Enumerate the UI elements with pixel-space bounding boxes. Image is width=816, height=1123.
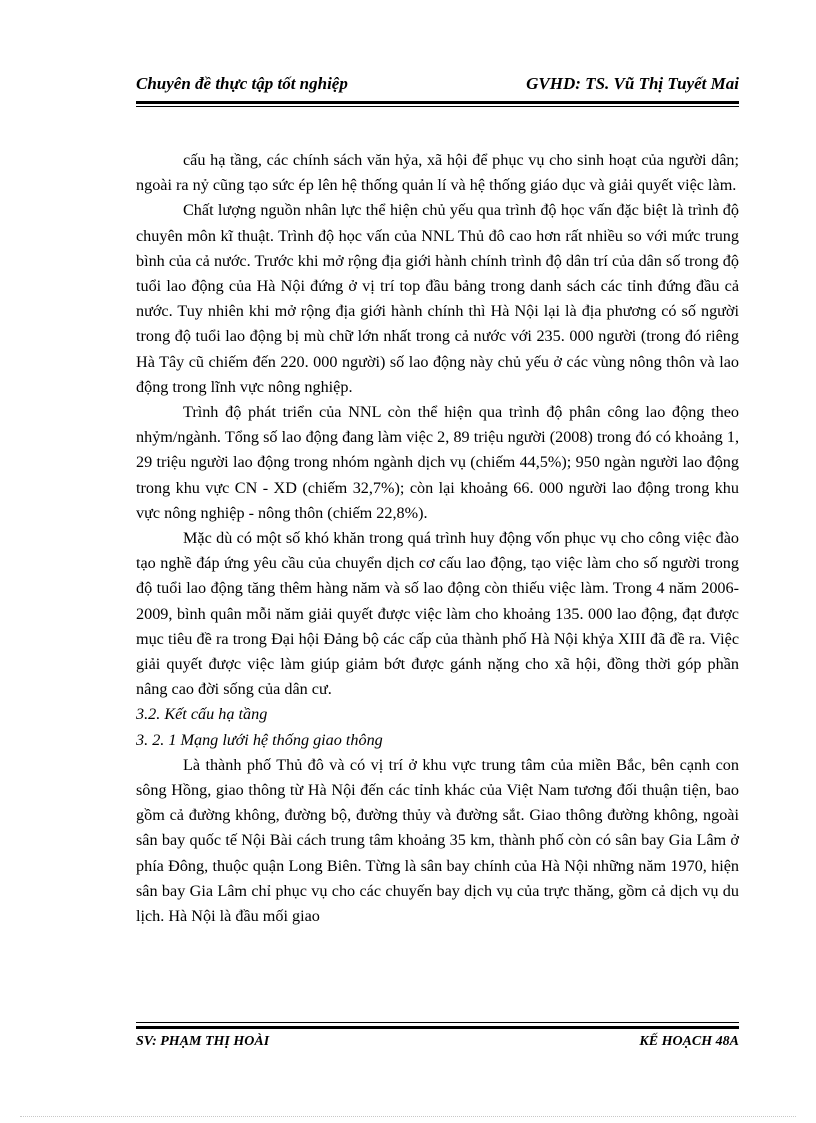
body-paragraph: Là thành phố Thủ đô và có vị trí ở khu vực trung tâm của miền Bắc, bên cạnh con sông Hồng, giao thông từ Hà Nội đến các tỉnh khác của Việt Nam tương đối thuận tiện, bao gồm cả đường không, đường bộ, đường thủy và đường sắt. Giao thông đường không, ngoài sân bay quốc tế Nội Bài cách trung tâm khoảng 35 km, thành phố còn có sân bay Gia Lâm ở phía Đông, thuộc quận Long Biên. Từng là sân bay chính của Hà Nội những năm 1970, hiện sân bay Gia Lâm chỉ phục vụ cho các chuyến bay dịch vụ của trực thăng, gồm cả dịch vụ du lịch. Hà Nội là đầu mối giao bbox=[136, 755, 739, 926]
page-edge-dotted-line bbox=[20, 1116, 796, 1117]
subsection-heading: 3. 2. 1 Mạng lưới hệ thống giao thông bbox=[136, 730, 383, 749]
footer-class-name: KẾ HOẠCH 48A bbox=[639, 1034, 739, 1049]
footer-student-name: SV: PHẠM THỊ HOÀI bbox=[136, 1034, 270, 1049]
page-footer bbox=[136, 1032, 739, 1052]
page-body bbox=[136, 148, 739, 929]
body-paragraph: Mặc dù có một số khó khăn trong quá trình huy động vốn phục vụ cho công việc đào tạo nghề đáp ứng yêu cầu của chuyển dịch cơ cấu lao động, tạo việc làm cho số người trong độ tuổi lao động tăng thêm hàng năm và số lao động còn thiếu việc làm. Trong 4 năm 2006-2009, bình quân mỗi năm giải quyết được việc làm cho khoảng 135. 000 lao động, đạt được mục tiêu đề ra trong Đại hội Đảng bộ các cấp của thành phố Hà Nội khỷa XIII đã đề ra. Việc giải quyết được việc làm giúp giảm bớt được gánh nặng cho xã hội, đồng thời góp phần nâng cao đời sống của dân cư. bbox=[136, 529, 739, 699]
header-supervisor: GVHD: TS. Vũ Thị Tuyết Mai bbox=[526, 74, 739, 93]
page-header bbox=[136, 70, 739, 98]
header-document-title: Chuyên đề thực tập tốt nghiệp bbox=[136, 74, 348, 93]
header-rule-thin bbox=[136, 106, 739, 107]
footer-rule-thick bbox=[136, 1026, 739, 1029]
body-paragraph: Chất lượng nguồn nhân lực thể hiện chủ yếu qua trình độ học vấn đặc biệt là trình độ chuyên môn kĩ thuật. Trình độ học vấn của NNL Thủ đô cao hơn rất nhiều so với mức trung bình của cả nước. Trước khi mở rộng địa giới hành chính trình độ dân trí của dân số trong độ tuổi lao động của Hà Nội đứng ở vị trí top đầu bảng trong danh sách các tỉnh đứng đầu cả nước. Tuy nhiên khi mở rộng địa giới hành chính thì Hà Nội lại là địa phương có số người trong độ tuổi lao động bị mù chữ lớn nhất trong cả nước với 235. 000 người (trong đó riêng Hà Tây cũ chiếm đến 220. 000 người) số lao động này chủ yếu ở các vùng nông thôn và lao động trong lĩnh vực nông nghiệp. bbox=[136, 201, 739, 396]
body-paragraph: cấu hạ tầng, các chính sách văn hỷa, xã hội để phục vụ cho sinh hoạt của người dân; ngoài ra nỷ cũng tạo sức ép lên hệ thống quản lí và hệ thống giáo dục và giải quyết việc làm. bbox=[136, 151, 739, 195]
body-paragraph: Trình độ phát triển của NNL còn thể hiện qua trình độ phân công lao động theo nhỷm/ngành. Tổng số lao động đang làm việc 2, 89 triệu người (2008) trong đó có khoảng 1, 29 triệu người lao động trong nhóm ngành dịch vụ (chiếm 44,5%); 950 ngàn người lao động trong khu vực CN - XD (chiếm 32,7%); còn lại khoảng 66. 000 người lao động trong khu vực nông nghiệp - nông thôn (chiếm 22,8%). bbox=[136, 403, 739, 522]
header-rule-thick bbox=[136, 101, 739, 104]
footer-rule-thin bbox=[136, 1022, 739, 1023]
section-heading: 3.2. Kết cấu hạ tầng bbox=[136, 705, 268, 724]
